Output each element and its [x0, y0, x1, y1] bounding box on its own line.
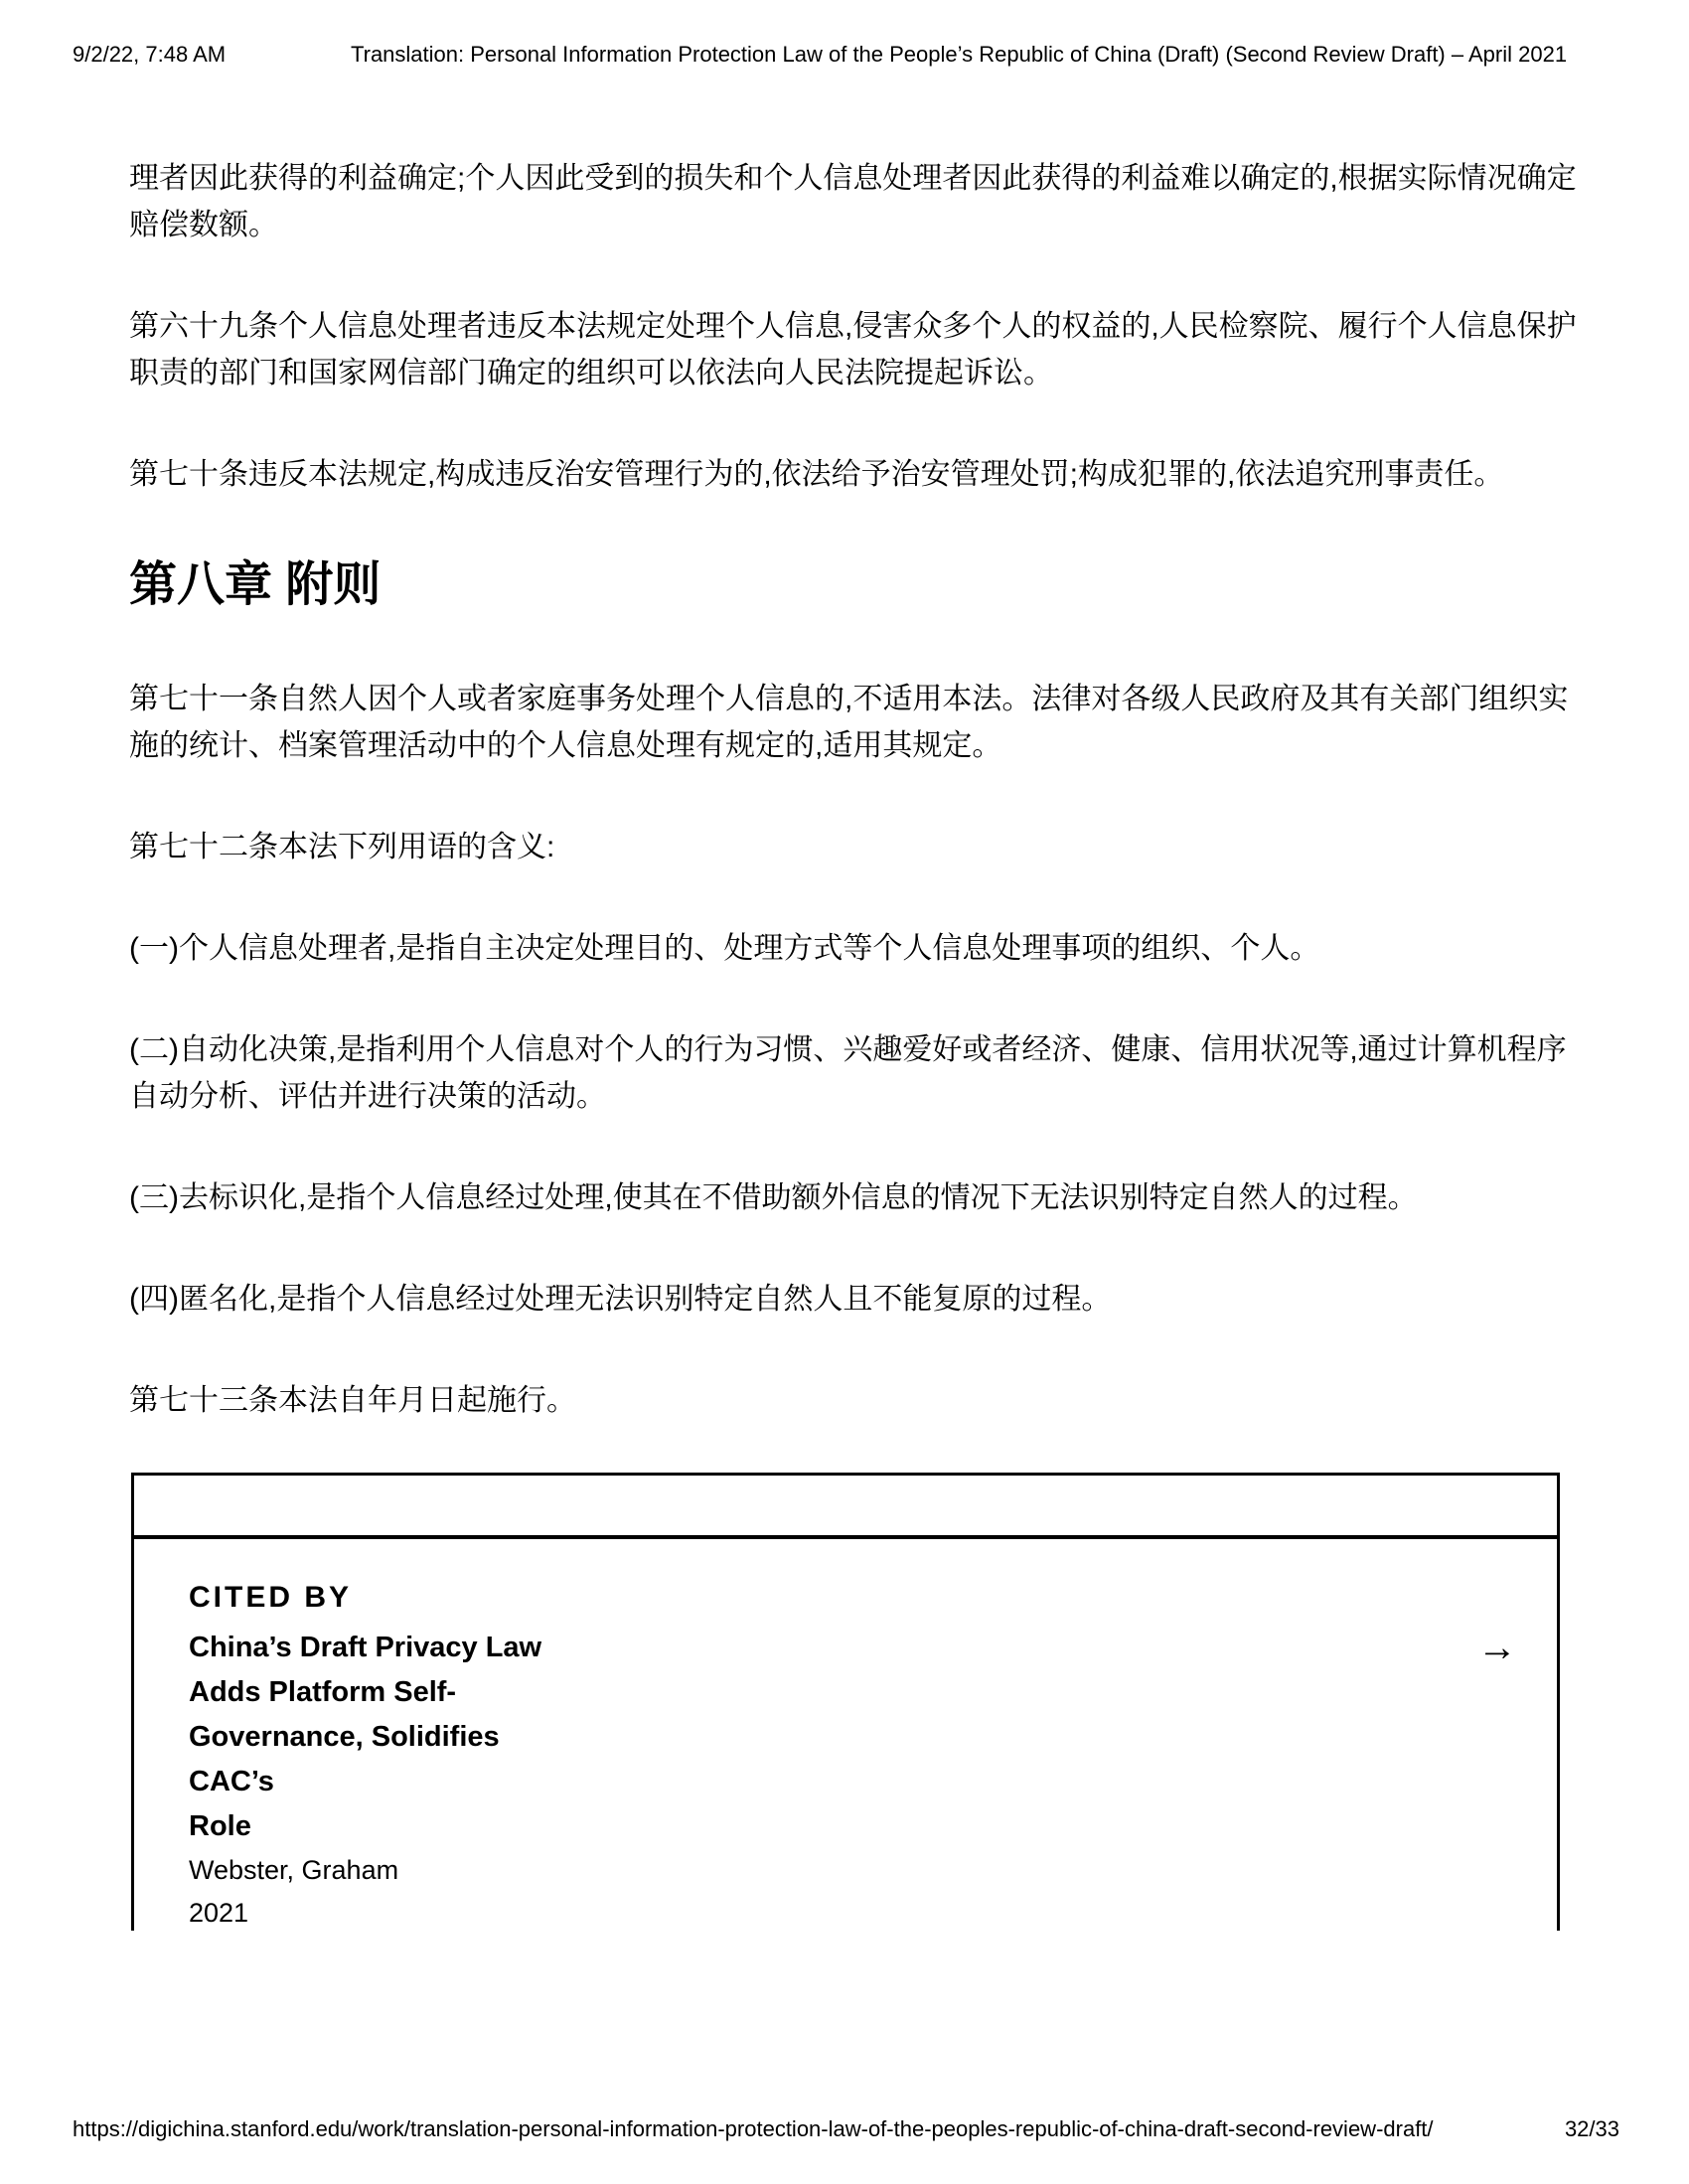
- body-paragraph: 第七十条违反本法规定,构成违反治安管理行为的,依法给予治安管理处罚;构成犯罪的,依法追究刑事责任。: [129, 458, 1504, 491]
- header-datetime: 9/2/22, 7:48 AM: [73, 42, 227, 67]
- header-title: Translation: Personal Information Protection Law of the People’s Republic of China (Draft) (Second Review Draft) – April 2021: [351, 42, 1568, 67]
- citation-authors: Webster, Graham: [189, 1855, 399, 1885]
- body-paragraph: (四)匿名化,是指个人信息经过处理无法识别特定自然人且不能复原的过程。: [129, 1283, 1112, 1316]
- citation-year: 2021: [189, 1898, 249, 1928]
- body-paragraph: 第六十九条个人信息处理者违反本法规定处理个人信息,侵害众多个人的权益的,人民检察院、履行个人信息保护职责的部门和国家网信部门确定的组织可以依法向人民法院提起诉讼。: [129, 310, 1577, 390]
- cited-by-card: [131, 1473, 1560, 1931]
- citation-link[interactable]: [189, 1626, 1517, 1931]
- citation-title: [189, 1626, 1517, 1849]
- body-paragraph: 第七十三条本法自年月日起施行。: [129, 1384, 576, 1417]
- citation-title-line: China’s Draft Privacy Law: [189, 1632, 542, 1663]
- document-body: [129, 155, 1580, 1931]
- cited-by-heading: CITED BY: [189, 1581, 353, 1614]
- page-indicator: 32/33: [1564, 2116, 1619, 2141]
- body-paragraph: 理者因此获得的利益确定;个人因此受到的损失和个人信息处理者因此获得的利益难以确定的,根据实际情况确定赔偿数额。: [129, 162, 1577, 241]
- card-body: [134, 1539, 1557, 1931]
- body-paragraph: (三)去标识化,是指个人信息经过处理,使其在不借助额外信息的情况下无法识别特定自然人的过程。: [129, 1181, 1418, 1214]
- citation-title-line: Governance, Solidifies CAC’s: [189, 1721, 500, 1797]
- body-paragraph: 第七十一条自然人因个人或者家庭事务处理个人信息的,不适用本法。法律对各级人民政府及其有关部门组织实施的统计、档案管理活动中的个人信息处理有规定的,适用其规定。: [129, 683, 1569, 762]
- citation-title-line: Role: [189, 1810, 251, 1842]
- body-paragraph: (一)个人信息处理者,是指自主决定处理目的、处理方式等个人信息处理事项的组织、个人。: [129, 932, 1320, 965]
- body-paragraph: (二)自动化决策,是指利用个人信息对个人的行为习惯、兴趣爱好或者经济、健康、信用状况等,通过计算机程序自动分析、评估并进行决策的活动。: [129, 1033, 1567, 1113]
- arrow-right-icon[interactable]: →: [1477, 1626, 1517, 1669]
- card-top-strip: [134, 1476, 1557, 1539]
- body-paragraph: 第七十二条本法下列用语的含义:: [129, 831, 555, 863]
- chapter-heading: 第八章 附则: [129, 558, 382, 611]
- footer-url: https://digichina.stanford.edu/work/translation-personal-information-protection-law-of-the-peoples-republic-of-china-draft-second-review-draft/: [73, 2116, 1434, 2141]
- citation-title-line: Adds Platform Self-: [189, 1676, 457, 1708]
